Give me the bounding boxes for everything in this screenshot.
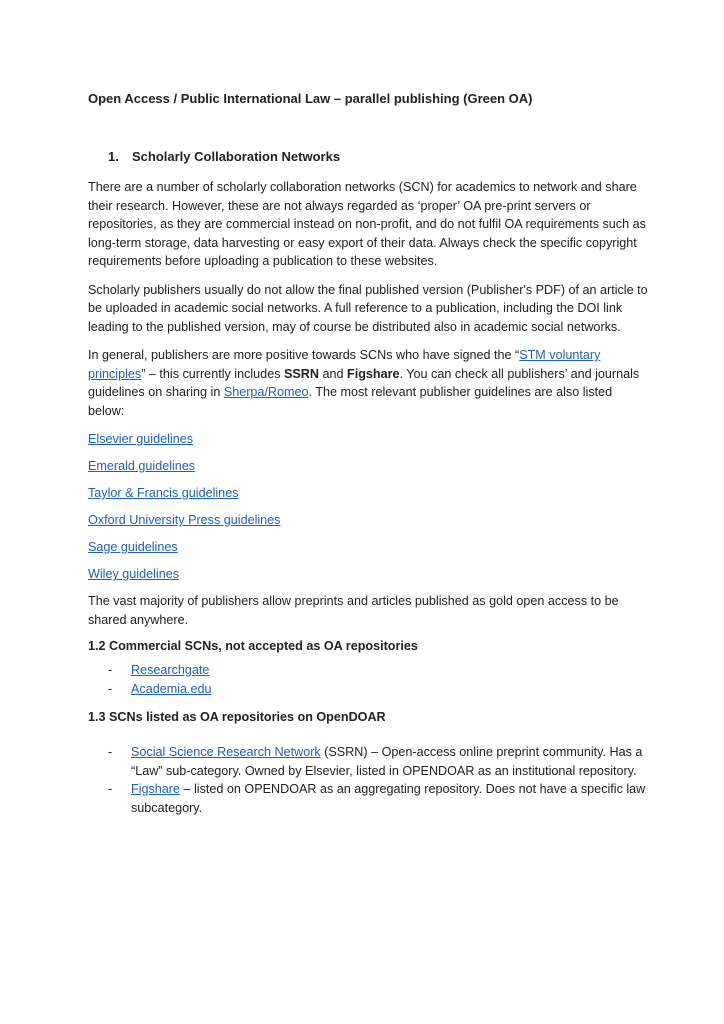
oup-guidelines-link[interactable]: Oxford University Press guidelines — [88, 513, 281, 527]
document-title: Open Access / Public International Law – parallel publishing (Green OA) — [88, 91, 533, 106]
ssrn-description: (SSRN) – Open-access online preprint community. Has a “Law” sub-category. Owned by Elsevier, listed in OPENDOAR as an institutional repository. — [131, 745, 643, 778]
list-item — [88, 743, 648, 780]
wiley-guidelines-link[interactable]: Wiley guidelines — [88, 567, 179, 581]
text-fragment: . You can check all publishers’ and journals guidelines on sharing in — [88, 366, 640, 399]
guidelines-paragraph — [88, 346, 648, 420]
figshare-bold: Figshare — [347, 366, 400, 381]
dash-bullet: - — [108, 681, 113, 696]
dash-bullet: - — [108, 663, 113, 677]
sage-guidelines-link[interactable]: Sage guidelines — [88, 540, 178, 554]
list-item — [88, 780, 648, 817]
section-1-heading — [88, 148, 648, 166]
guideline-links — [88, 430, 648, 584]
list-item — [88, 661, 648, 680]
section-1-2-heading: 1.2 Commercial SCNs, not accepted as OA repositories — [88, 639, 418, 653]
section-1-number: 1. — [108, 149, 119, 164]
text-fragment: and — [319, 366, 348, 381]
ssrn-bold: SSRN — [284, 366, 319, 381]
section-1-title: Scholarly Collaboration Networks — [132, 149, 341, 164]
elsevier-guidelines-link[interactable]: Elsevier guidelines — [88, 432, 194, 446]
opendoar-scn-list — [88, 743, 648, 817]
text-fragment: In general, publishers are more positive towards SCNs who have signed the “ — [88, 348, 520, 362]
section-1-3-heading: 1.3 SCNs listed as OA repositories on OpenDOAR — [88, 710, 386, 724]
dash-bullet: - — [108, 745, 113, 759]
stm-principles-link[interactable]: STM voluntary principles — [88, 348, 601, 381]
document-content — [88, 90, 648, 817]
dash-bullet: - — [108, 782, 113, 796]
publishers-paragraph: Scholarly publishers usually do not allow the final published version (Publisher's PDF) of an article to be uploaded in academic social networks. A full reference to a publication, including the DOI link leading to the published version, may of course be distributed also in academic social networks. — [88, 282, 648, 334]
figshare-description: – listed on OPENDOAR as an aggregating repository. Does not have a specific law subcategory. — [131, 782, 646, 815]
figshare-link[interactable]: Figshare — [131, 782, 180, 796]
preprints-paragraph: The vast majority of publishers allow preprints and articles published as gold open access to be shared anywhere. — [88, 594, 619, 627]
text-fragment: . The most relevant publisher guidelines are also listed below: — [88, 385, 613, 418]
academia-edu-link[interactable]: Academia.edu — [131, 681, 212, 696]
emerald-guidelines-link[interactable]: Emerald guidelines — [88, 459, 196, 473]
list-item — [88, 680, 648, 699]
sherpa-romeo-link[interactable]: Sherpa/Romeo — [223, 385, 309, 399]
commercial-scn-list — [88, 661, 648, 698]
ssrn-link[interactable]: Social Science Research Network — [131, 745, 321, 759]
taylor-francis-guidelines-link[interactable]: Taylor & Francis guidelines — [88, 486, 239, 500]
researchgate-link[interactable]: Researchgate — [131, 663, 210, 677]
intro-paragraph: There are a number of scholarly collaboration networks (SCN) for academics to network and share their research. However, these are not always regarded as ‘proper’ OA pre-print servers or repositories, as they are commercial instead on non-profit, and do not fulfil OA requirements such as long-term storage, data harvesting or easy export of their data. Always check the specific copyright requirements before uploading a publication to these websites. — [88, 180, 646, 268]
text-fragment: ” – this currently includes — [141, 366, 284, 381]
